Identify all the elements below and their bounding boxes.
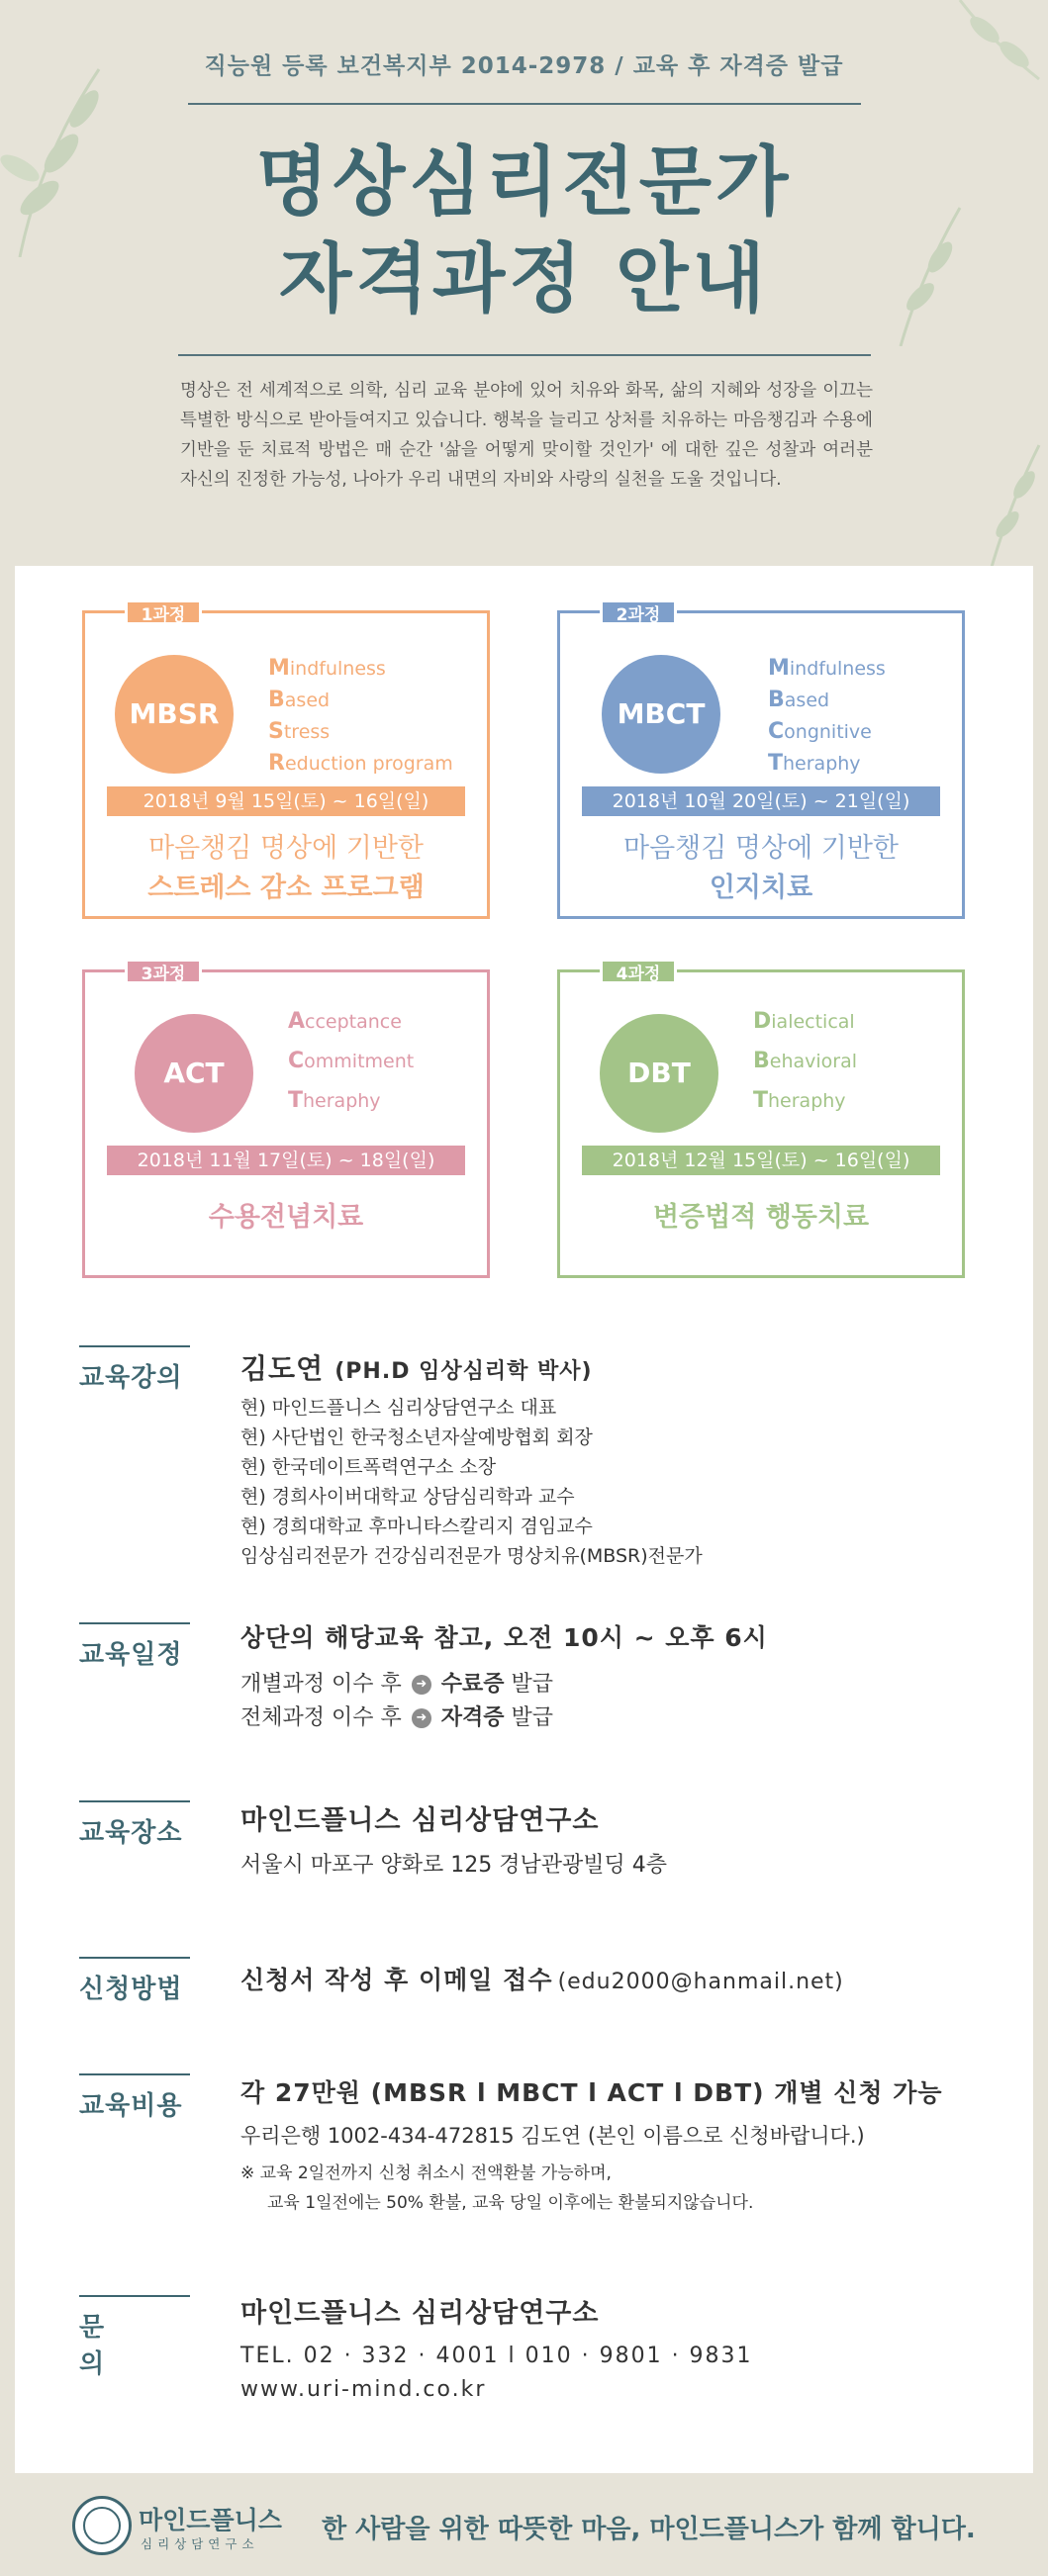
divider [178,354,871,356]
term-line: Reduction program [268,751,453,776]
term-line: Theraphy [753,1088,846,1113]
schedule-line: 전체과정 이수 후 ➜ 자격증 발급 [240,1705,554,1730]
lecturer-career: 현) 마인드플니스 심리상담연구소 대표 [240,1397,557,1419]
course-abbr-circle: MBCT [602,655,720,774]
course-description: 마음챙김 명상에 기반한 스트레스 감소 프로그램 [147,833,425,903]
section-label-venue: 교육장소 [79,1800,190,1849]
apply-email[interactable]: (edu2000@hanmail.net) [557,1970,844,1994]
lecturer-name: 김도연 [240,1352,325,1385]
footer-slogan: 한 사람을 위한 따뜻한 마음, 마인드플니스가 함께 합니다. [322,2515,976,2544]
lecturer-career: 현) 한국데이트폭력연구소 소장 [240,1456,497,1478]
logo-icon [72,2496,132,2555]
lecturer-career: 현) 경희사이버대학교 상담심리학과 교수 [240,1486,575,1508]
bank-account: 우리은행 1002-434-472815 김도연 (본인 이름으로 신청바랍니다.) [240,2124,865,2148]
course-terms [268,653,453,780]
course-date: 2018년 10월 20일(토) ~ 21일(일) [582,786,940,816]
logo-subtitle: 심리상담연구소 [141,2536,259,2551]
term-line: Acceptance [288,1009,402,1034]
venue-section [240,1798,1012,1883]
term-line: Mindfulness [768,656,886,681]
logo-name: 마인드플니스 [139,2506,282,2534]
term-line: Congnitive [768,719,872,744]
course-card-mbsr [82,605,490,919]
section-label-lecturer: 교육강의 [79,1345,190,1394]
venue-address: 서울시 마포구 양화로 125 경남관광빌딩 4층 [240,1853,667,1878]
term-line: Mindfulness [268,656,386,681]
venue-name: 마인드플니스 심리상담연구소 [240,1805,600,1836]
course-tag: 1과정 [125,599,202,625]
course-tag: 4과정 [600,959,677,984]
cost-section [240,2073,1012,2218]
apply-section [240,1961,1012,1999]
cost-main: 각 27만원 (MBSR l MBCT l ACT l DBT) 개별 신청 가능 [240,2078,943,2107]
schedule-section [240,1618,1012,1735]
lecturer-name-line [240,1347,1012,1387]
course-description: 수용전념치료 [208,1202,364,1233]
contact-section [240,2291,1012,2407]
course-abbr-circle: DBT [600,1014,718,1133]
course-terms [288,1002,414,1121]
lecturer-section [240,1347,1012,1571]
contact-website[interactable]: www.uri-mind.co.kr [240,2377,487,2402]
footer [0,2473,1048,2576]
term-line: Based [268,688,331,712]
section-label-cost: 교육비용 [79,2073,190,2122]
course-date: 2018년 12월 15일(토) ~ 16일(일) [582,1146,940,1175]
arrow-right-icon: ➜ [412,1708,431,1728]
title-line-1: 명상심리전문가 [255,138,793,226]
schedule-line: 개별과정 이수 후 ➜ 수료증 발급 [240,1672,554,1697]
course-abbr-circle: MBSR [115,655,234,774]
course-card-act [82,965,490,1278]
course-terms [753,1002,857,1121]
section-label-apply: 신청방법 [79,1957,190,2005]
course-date: 2018년 11월 17일(토) ~ 18일(일) [107,1146,465,1175]
course-card-dbt [557,965,965,1278]
course-tag: 2과정 [600,599,677,625]
section-label-contact: 문 의 [79,2295,190,2380]
term-line: Behavioral [753,1049,858,1073]
course-date: 2018년 9월 15일(토) ~ 16일(일) [107,786,465,816]
course-terms [768,653,886,780]
leaf-decoration-icon [980,435,1048,574]
intro-paragraph: 명상은 전 세계적으로 의학, 심리 교육 분야에 있어 치유와 화목, 삶의 지혜와 성장을 이끄는 특별한 방식으로 받아들여지고 있습니다. 행복을 늘리고 상처를 치유하는 마음챙김과 수용에 기반을 둔 치료적 방법은 매 순간 '삶을 어떻게 맞이할 것인가' 에 대한 깊은 성찰과 여러분 자신의 진정한 가능성, 나아가 우리 내면의 자비와 사랑의 실천을 도울 것입니다. [180,381,873,490]
section-label-schedule: 교육일정 [79,1622,190,1671]
contact-tel[interactable]: TEL. 02 · 332 · 4001 l 010 · 9801 · 9831 [240,2344,753,2368]
term-line: Theraphy [768,751,861,776]
course-abbr-circle: ACT [135,1014,253,1133]
lecturer-career: 현) 경희대학교 후마니타스칼리지 겸임교수 [240,1516,593,1537]
lecturer-career: 임상심리전문가 건강심리전문가 명상치유(MBSR)전문가 [240,1545,703,1567]
divider [188,103,861,105]
term-line: Stress [268,719,331,744]
course-description: 변증법적 행동치료 [652,1202,870,1233]
schedule-main: 상단의 해당교육 참고, 오전 10시 ~ 오후 6시 [240,1623,768,1652]
course-description: 마음챙김 명상에 기반한 인지치료 [623,833,899,903]
title-line-2: 자격과정 안내 [279,234,769,322]
arrow-right-icon: ➜ [412,1675,431,1695]
page-title [0,134,1048,327]
refund-note: 교육 1일전에는 50% 환불, 교육 당일 이후에는 환불되지않습니다. [267,2193,754,2213]
apply-method: 신청서 작성 후 이메일 접수 [240,1966,553,1994]
lecturer-degree: (PH.D 임상심리학 박사) [334,1359,593,1384]
refund-note: ※ 교육 2일전까지 신청 취소시 전액환불 가능하며, [240,2163,612,2183]
course-card-mbct [557,605,965,919]
contact-name: 마인드플니스 심리상담연구소 [240,2298,600,2329]
certification-line: 직능원 등록 보건복지부 2014-2978 / 교육 후 자격증 발급 [204,53,844,79]
term-line: Commitment [288,1049,415,1073]
lecturer-career: 현) 사단법인 한국청소년자살예방협회 회장 [240,1426,593,1448]
term-line: Based [768,688,830,712]
term-line: Theraphy [288,1088,381,1113]
term-line: Dialectical [753,1009,855,1034]
course-tag: 3과정 [125,959,202,984]
